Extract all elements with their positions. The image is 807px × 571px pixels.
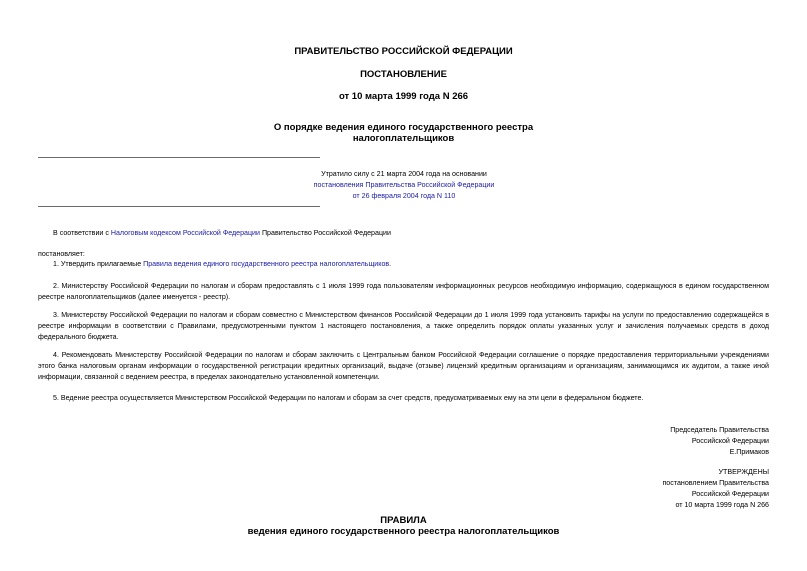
signature-line-1: Председатель Правительства bbox=[670, 426, 769, 434]
approved-line-2: постановлением Правительства bbox=[662, 479, 769, 487]
document-title-line-1: О порядке ведения единого государственного реестра bbox=[273, 122, 534, 133]
preamble bbox=[53, 228, 391, 239]
approved-line-3: Российской Федерации bbox=[691, 490, 769, 498]
item-5: 5. Ведение реестра осуществляется Министерством Российской Федерации по налогам и сборам за счет средств, предусматриваемых ему на эти цели в федеральном бюджете. bbox=[53, 394, 644, 402]
rules-title: ПРАВИЛА bbox=[380, 515, 427, 526]
preamble-prefix: В соответствии с bbox=[53, 229, 111, 237]
approved-line-1: УТВЕРЖДЕНЫ bbox=[718, 468, 769, 476]
status-note-line-3 bbox=[300, 191, 508, 202]
government-heading: ПРАВИТЕЛЬСТВО РОССИЙСКОЙ ФЕДЕРАЦИИ bbox=[294, 46, 513, 57]
divider-top bbox=[38, 157, 320, 158]
document-date-number: от 10 марта 1999 года N 266 bbox=[338, 91, 469, 102]
divider-bottom bbox=[38, 206, 320, 207]
item-3: 3. Министерству Российской Федерации по налогам и сборам совместно с Министерством финансов Российской Федерации до 1 июля 1999 года установить тарифы на услуги по предоставлению содержащейся в реестре информации в соответствии с Правилами, предусмотренными пунктом 1 настоящего постановления, а также определить порядок оплаты указанных услуг и зачисления получаемых средств в доход федерального бюджета. bbox=[38, 311, 769, 341]
resolves-text: постановляет: bbox=[38, 250, 85, 258]
item-4: 4. Рекомендовать Министерству Российской Федерации по налогам и сборам заключить с Центральным банком Российской Федерации соглашение о порядке предоставления территориальными учреждениями этого банка налоговым органам информации о государственной регистрации кредитных организаций, выдаче (отзыве) лицензий кредитным организациям и организациям, занимающимся их аудитом, а также иной информации, связанной с ведением реестра, в пределах законодательно установленной компетенции. bbox=[38, 351, 769, 381]
rules-link[interactable]: Правила ведения единого государственного реестра налогоплательщиков bbox=[143, 260, 390, 268]
signature-name: Е.Примаков bbox=[729, 448, 769, 456]
document-type-heading: ПОСТАНОВЛЕНИЕ bbox=[360, 69, 447, 80]
tax-code-link[interactable]: Налоговым кодексом Российской Федерации bbox=[110, 229, 260, 237]
repeal-resolution-link[interactable]: постановления Правительства Российской Федерации bbox=[313, 181, 495, 189]
repeal-resolution-date-link[interactable]: от 26 февраля 2004 года N 110 bbox=[352, 192, 456, 200]
rules-subtitle: ведения единого государственного реестра налогоплательщиков bbox=[247, 526, 560, 537]
status-note-line-2 bbox=[300, 180, 508, 191]
document-title-line-2: налогоплательщиков bbox=[352, 133, 455, 144]
preamble-suffix: Правительство Российской Федерации bbox=[259, 229, 391, 237]
signature-line-2: Российской Федерации bbox=[691, 437, 769, 445]
approved-line-4: от 10 марта 1999 года N 266 bbox=[675, 501, 769, 509]
item-1-suffix: . bbox=[389, 260, 392, 268]
item-1 bbox=[53, 259, 391, 270]
item-1-prefix: 1. Утвердить прилагаемые bbox=[53, 260, 144, 268]
status-note-line-1: Утратило силу с 21 марта 2004 года на основании bbox=[321, 170, 487, 178]
item-2: 2. Министерству Российской Федерации по налогам и сборам предоставлять с 1 июля 1999 года пользователям информационных ресурсов необходимую информацию, содержащуюся в едином государственном реестре налогоплательщиков (далее именуется - реестр). bbox=[38, 282, 769, 301]
